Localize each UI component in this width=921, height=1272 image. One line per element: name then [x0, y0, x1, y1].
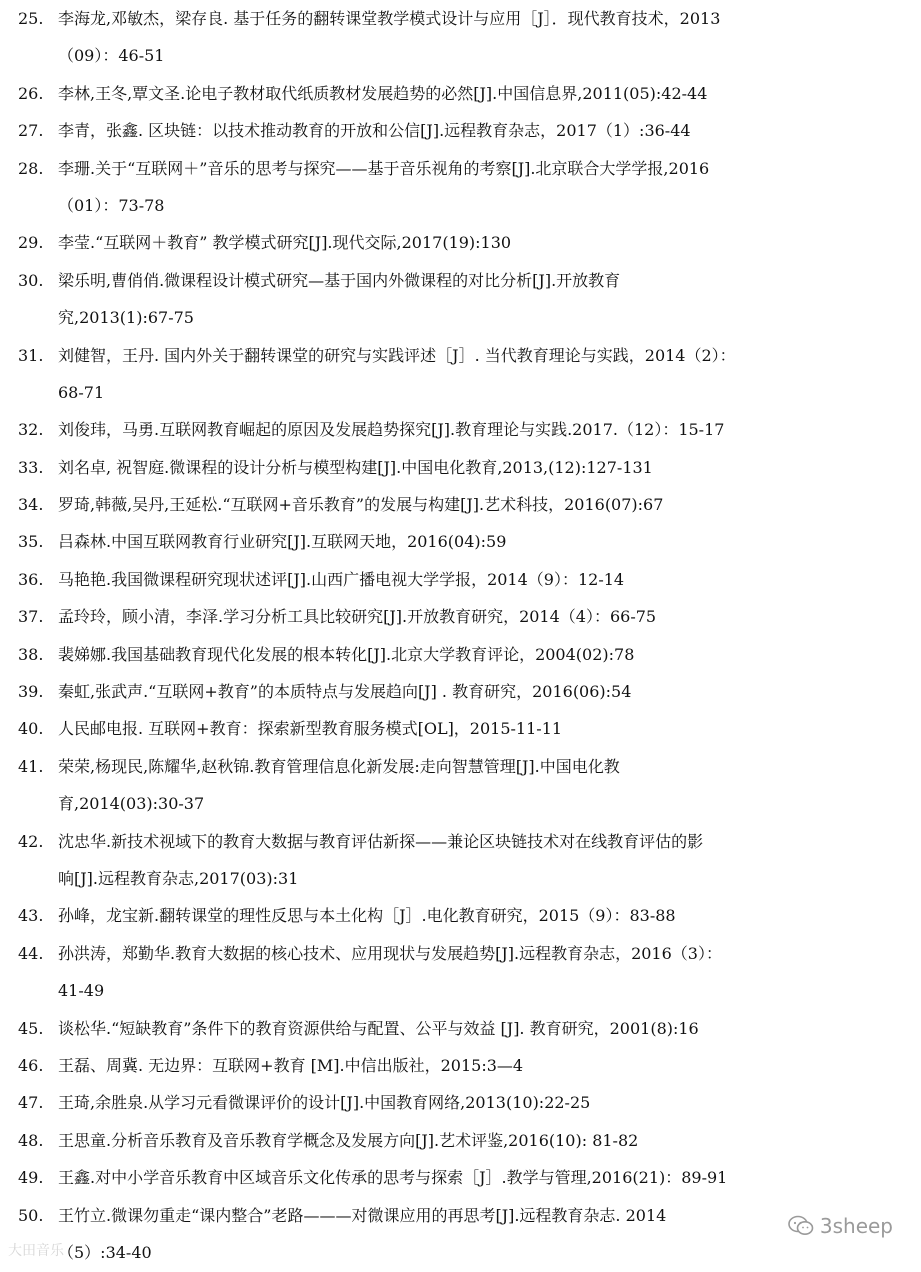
reference-item: [0, 486, 921, 523]
reference-number: 32.: [18, 420, 44, 440]
reference-text-line: 罗琦,韩薇,吴丹,王延松.“互联网+音乐教育”的发展与构建[J].艺术科技，2016(07):67: [58, 495, 664, 515]
reference-number: 34.: [18, 495, 44, 515]
reference-text-line: （09）：46-51: [58, 46, 165, 66]
reference-number: 46.: [18, 1055, 44, 1075]
reference-item: [0, 1010, 921, 1047]
reference-item: [0, 935, 921, 1010]
reference-item: [0, 598, 921, 635]
reference-number: 25.: [18, 9, 44, 28]
reference-item: [0, 262, 921, 337]
reference-number: 31.: [18, 345, 44, 365]
watermark-right: [788, 1214, 893, 1238]
reference-text-line: 李珊.关于“互联网＋”音乐的思考与探究——基于音乐视角的考察[J].北京联合大学学报,2016: [58, 158, 710, 178]
reference-number: 50.: [18, 1205, 44, 1225]
reference-number: 27.: [18, 121, 44, 141]
reference-number: 36.: [18, 569, 44, 589]
reference-text-line: 刘名卓, 祝智庭.微课程的设计分析与模型构建[J].中国电化教育,2013,(12):127-131: [58, 457, 653, 477]
reference-text-line: 李莹.“互联网＋教育” 教学模式研究[J].现代交际,2017(19):130: [58, 233, 512, 253]
watermark-left-text: 大田音乐: [8, 1243, 64, 1259]
watermark-left: [8, 1240, 64, 1260]
reference-item: [0, 1084, 921, 1121]
reference-item: [0, 710, 921, 747]
reference-text-line: 谈松华.“短缺教育”条件下的教育资源供给与配置、公平与效益 [J]. 教育研究，2001(8):16: [58, 1018, 699, 1038]
reference-text-line: 王鑫.对中小学音乐教育中区域音乐文化传承的思考与探索［J］.教学与管理,2016(21)：89-91: [58, 1168, 728, 1188]
reference-text-line: （01）：73-78: [58, 195, 165, 215]
reference-text-line: 李林,王冬,覃文圣.论电子教材取代纸质教材发展趋势的必然[J].中国信息界,2011(05):42-44: [58, 83, 708, 103]
reference-number: 49.: [18, 1168, 44, 1188]
reference-item: [0, 0, 921, 75]
reference-item: [0, 75, 921, 112]
reference-text-line: 68-71: [58, 382, 105, 402]
reference-item: [0, 897, 921, 934]
reference-item: [0, 449, 921, 486]
reference-text-line: 荣荣,杨现民,陈耀华,赵秋锦.教育管理信息化新发展:走向智慧管理[J].中国电化教: [58, 756, 620, 776]
reference-number: 44.: [18, 943, 44, 963]
watermark-right-text: 3sheep: [819, 1214, 893, 1238]
reference-text-line: 究,2013(1):67-75: [58, 308, 194, 328]
reference-number: 35.: [18, 532, 44, 552]
reference-text-line: 沈忠华.新技术视域下的教育大数据与教育评估新探——兼论区块链技术对在线教育评估的影: [58, 831, 704, 851]
reference-number: 47.: [18, 1093, 44, 1113]
reference-item: [0, 1197, 921, 1272]
reference-text-line: 裴娣娜.我国基础教育现代化发展的根本转化[J].北京大学教育评论，2004(02):78: [58, 644, 635, 664]
reference-item: [0, 523, 921, 560]
reference-item: [0, 823, 921, 898]
reference-number: 33.: [18, 457, 44, 477]
reference-text-line: 刘健智，王丹. 国内外关于翻转课堂的研究与实践评述［J］. 当代教育理论与实践，2014（2）：: [58, 345, 736, 365]
reference-text-line: 孟玲玲，顾小清，李泽.学习分析工具比较研究[J].开放教育研究，2014（4）：66-75: [58, 607, 657, 627]
reference-text-line: 刘俊玮，马勇.互联网教育崛起的原因及发展趋势探究[J].教育理论与实践.2017.（12）：15-17: [58, 420, 725, 440]
reference-text-line: 李青，张鑫. 区块链：以技术推动教育的开放和公信[J].远程教育杂志，2017（1）:36-44: [58, 121, 691, 141]
reference-item: [0, 337, 921, 412]
reference-text-line: 王思童.分析音乐教育及音乐教育学概念及发展方向[J].艺术评鉴,2016(10): 81-82: [58, 1130, 639, 1150]
reference-item: [0, 1159, 921, 1196]
reference-text-line: 孙峰，龙宝新.翻转课堂的理性反思与本土化构［J］.电化教育研究，2015（9）：83-88: [58, 906, 676, 926]
reference-text-line: 响[J].远程教育杂志,2017(03):31: [58, 868, 299, 888]
reference-text-line: （5）:34-40: [58, 1242, 152, 1262]
reference-text-line: 李海龙,邓敏杰，梁存良. 基于任务的翻转课堂教学模式设计与应用［J］．现代教育技术，2013: [58, 9, 721, 28]
reference-number: 28.: [18, 158, 44, 178]
reference-text-line: 孙洪涛，郑勤华.教育大数据的核心技术、应用现状与发展趋势[J].远程教育杂志，2016（3）：: [58, 943, 722, 963]
reference-number: 43.: [18, 906, 44, 926]
reference-number: 39.: [18, 682, 44, 702]
reference-text-line: 育,2014(03):30-37: [58, 794, 205, 814]
reference-number: 38.: [18, 644, 44, 664]
reference-number: 29.: [18, 233, 44, 253]
reference-text-line: 人民邮电报. 互联网+教育：探索新型教育服务模式[OL]，2015-11-11: [58, 719, 563, 739]
reference-text-line: 梁乐明,曹俏俏.微课程设计模式研究—基于国内外微课程的对比分析[J].开放教育: [58, 270, 621, 290]
reference-text-line: 秦虹,张武声.“互联网+教育”的本质特点与发展趋向[J] . 教育研究，2016(06):54: [58, 682, 632, 702]
reference-number: 48.: [18, 1130, 44, 1150]
reference-item: [0, 150, 921, 225]
reference-text-line: 王琦,余胜泉.从学习元看微课评价的设计[J].中国教育网络,2013(10):22-25: [58, 1093, 591, 1113]
reference-text-line: 吕森林.中国互联网教育行业研究[J].互联网天地，2016(04):59: [58, 532, 507, 552]
reference-number: 41.: [18, 756, 44, 776]
reference-item: [0, 1047, 921, 1084]
reference-item: [0, 636, 921, 673]
reference-item: [0, 673, 921, 710]
reference-item: [0, 224, 921, 261]
reference-number: 30.: [18, 270, 44, 290]
reference-text-line: 王竹立.微课勿重走“课内整合”老路———对微课应用的再思考[J].远程教育杂志. 2014: [58, 1205, 667, 1225]
reference-item: [0, 748, 921, 823]
reference-item: [0, 1122, 921, 1159]
reference-number: 42.: [18, 831, 44, 851]
reference-number: 40.: [18, 719, 44, 739]
reference-text-line: 马艳艳.我国微课程研究现状述评[J].山西广播电视大学学报，2014（9）：12-14: [58, 569, 625, 589]
reference-item: [0, 411, 921, 448]
reference-text-line: 王磊、周冀. 无边界：互联网+教育 [M].中信出版社，2015:3—4: [58, 1055, 524, 1075]
reference-number: 26.: [18, 83, 44, 103]
wechat-icon: [788, 1215, 814, 1237]
reference-item: [0, 112, 921, 149]
reference-text-line: 41-49: [58, 981, 105, 1001]
reference-number: 37.: [18, 607, 44, 627]
reference-item: [0, 561, 921, 598]
reference-number: 45.: [18, 1018, 44, 1038]
